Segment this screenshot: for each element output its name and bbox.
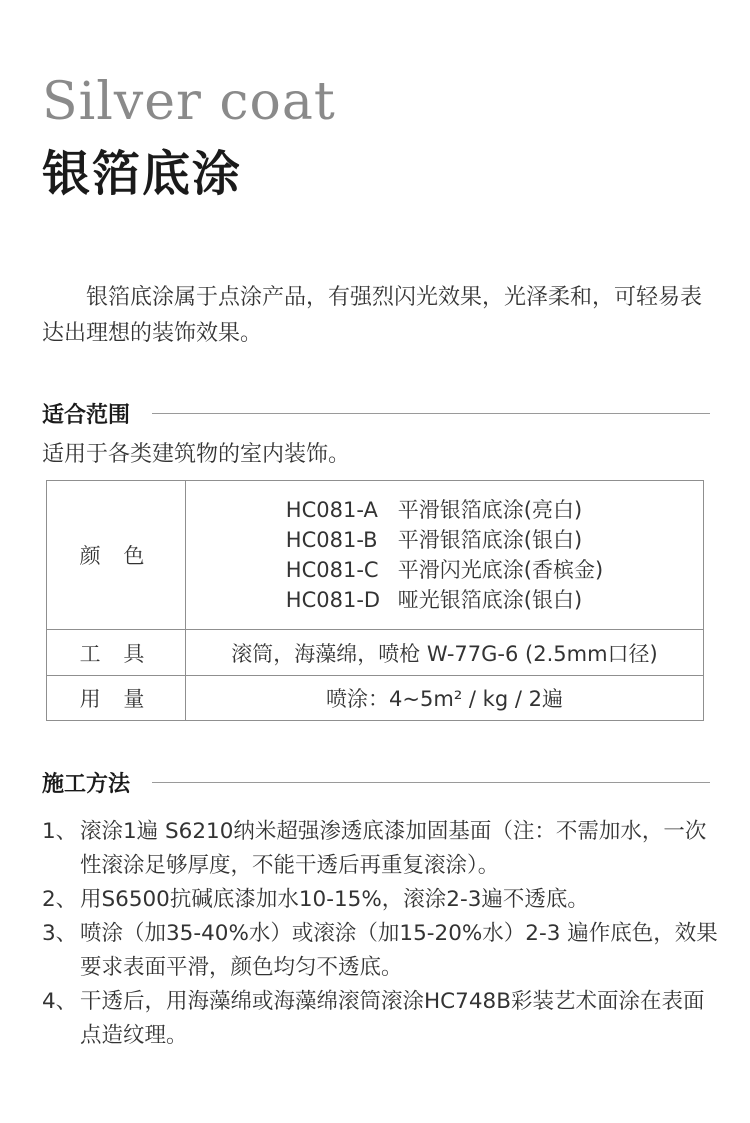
table-row-tool xyxy=(47,630,704,676)
step-text: 用S6500抗碱底漆加水10-15%，滚涂2-3遍不透底。 xyxy=(80,887,589,912)
table-row-usage xyxy=(47,676,704,721)
step-text: 喷涂（加35-40%水）或滚涂（加15-20%水）2-3 遍作底色，效果要求表面平滑，颜色均匀不透底。 xyxy=(80,921,718,980)
scope-heading-divider xyxy=(152,413,710,414)
list-item xyxy=(42,883,722,917)
step-text: 干透后，用海藻绵或海藻绵滚筒滚涂HC748B彩装艺术面涂在表面点造纹理。 xyxy=(80,989,705,1048)
method-steps xyxy=(42,815,722,1053)
scope-text: 适用于各类建筑物的室内装饰。 xyxy=(42,442,351,467)
method-heading xyxy=(42,767,710,797)
step-number: 1、 xyxy=(42,819,78,844)
spec-table xyxy=(46,480,704,721)
color-code: HC081-C xyxy=(285,558,379,582)
color-name: 平滑银箔底涂(亮白) xyxy=(397,498,583,522)
color-values xyxy=(186,481,704,630)
method-heading-divider xyxy=(152,782,710,783)
color-item xyxy=(286,525,603,555)
list-item xyxy=(42,815,722,883)
title-english: Silver coat xyxy=(42,72,336,132)
usage-label: 用 量 xyxy=(47,676,186,721)
tool-label: 工 具 xyxy=(47,630,186,676)
table-row-color xyxy=(47,481,704,630)
step-number: 3、 xyxy=(42,921,78,946)
list-item xyxy=(42,917,722,985)
color-name: 平滑闪光底涂(香槟金) xyxy=(397,558,604,582)
color-label: 颜 色 xyxy=(47,481,186,630)
list-item xyxy=(42,985,722,1053)
method-heading-label: 施工方法 xyxy=(42,771,131,797)
usage-value: 喷涂：4~5m² / kg / 2遍 xyxy=(186,676,704,721)
color-code: HC081-B xyxy=(285,528,378,552)
color-item xyxy=(286,495,603,525)
intro-paragraph xyxy=(42,280,712,352)
tool-value: 滚筒，海藻绵，喷枪 W-77G-6 (2.5mm口径) xyxy=(186,630,704,676)
color-code: HC081-D xyxy=(285,588,381,612)
step-text: 滚涂1遍 S6210纳米超强渗透底漆加固基面（注：不需加水，一次性滚涂足够厚度，不能干透后再重复滚涂）。 xyxy=(80,819,707,878)
scope-heading-label: 适合范围 xyxy=(42,402,131,428)
step-number: 4、 xyxy=(42,989,78,1014)
color-name: 哑光银箔底涂(银白) xyxy=(397,588,583,612)
intro-text: 银箔底涂属于点涂产品，有强烈闪光效果，光泽柔和，可轻易表达出理想的装饰效果。 xyxy=(42,285,703,346)
step-number: 2、 xyxy=(42,887,78,912)
title-chinese: 银箔底涂 xyxy=(42,146,243,202)
scope-heading xyxy=(42,398,710,428)
color-name: 平滑银箔底涂(银白) xyxy=(397,528,583,552)
color-code: HC081-A xyxy=(285,498,378,522)
color-item xyxy=(286,555,603,585)
color-item xyxy=(286,585,603,615)
